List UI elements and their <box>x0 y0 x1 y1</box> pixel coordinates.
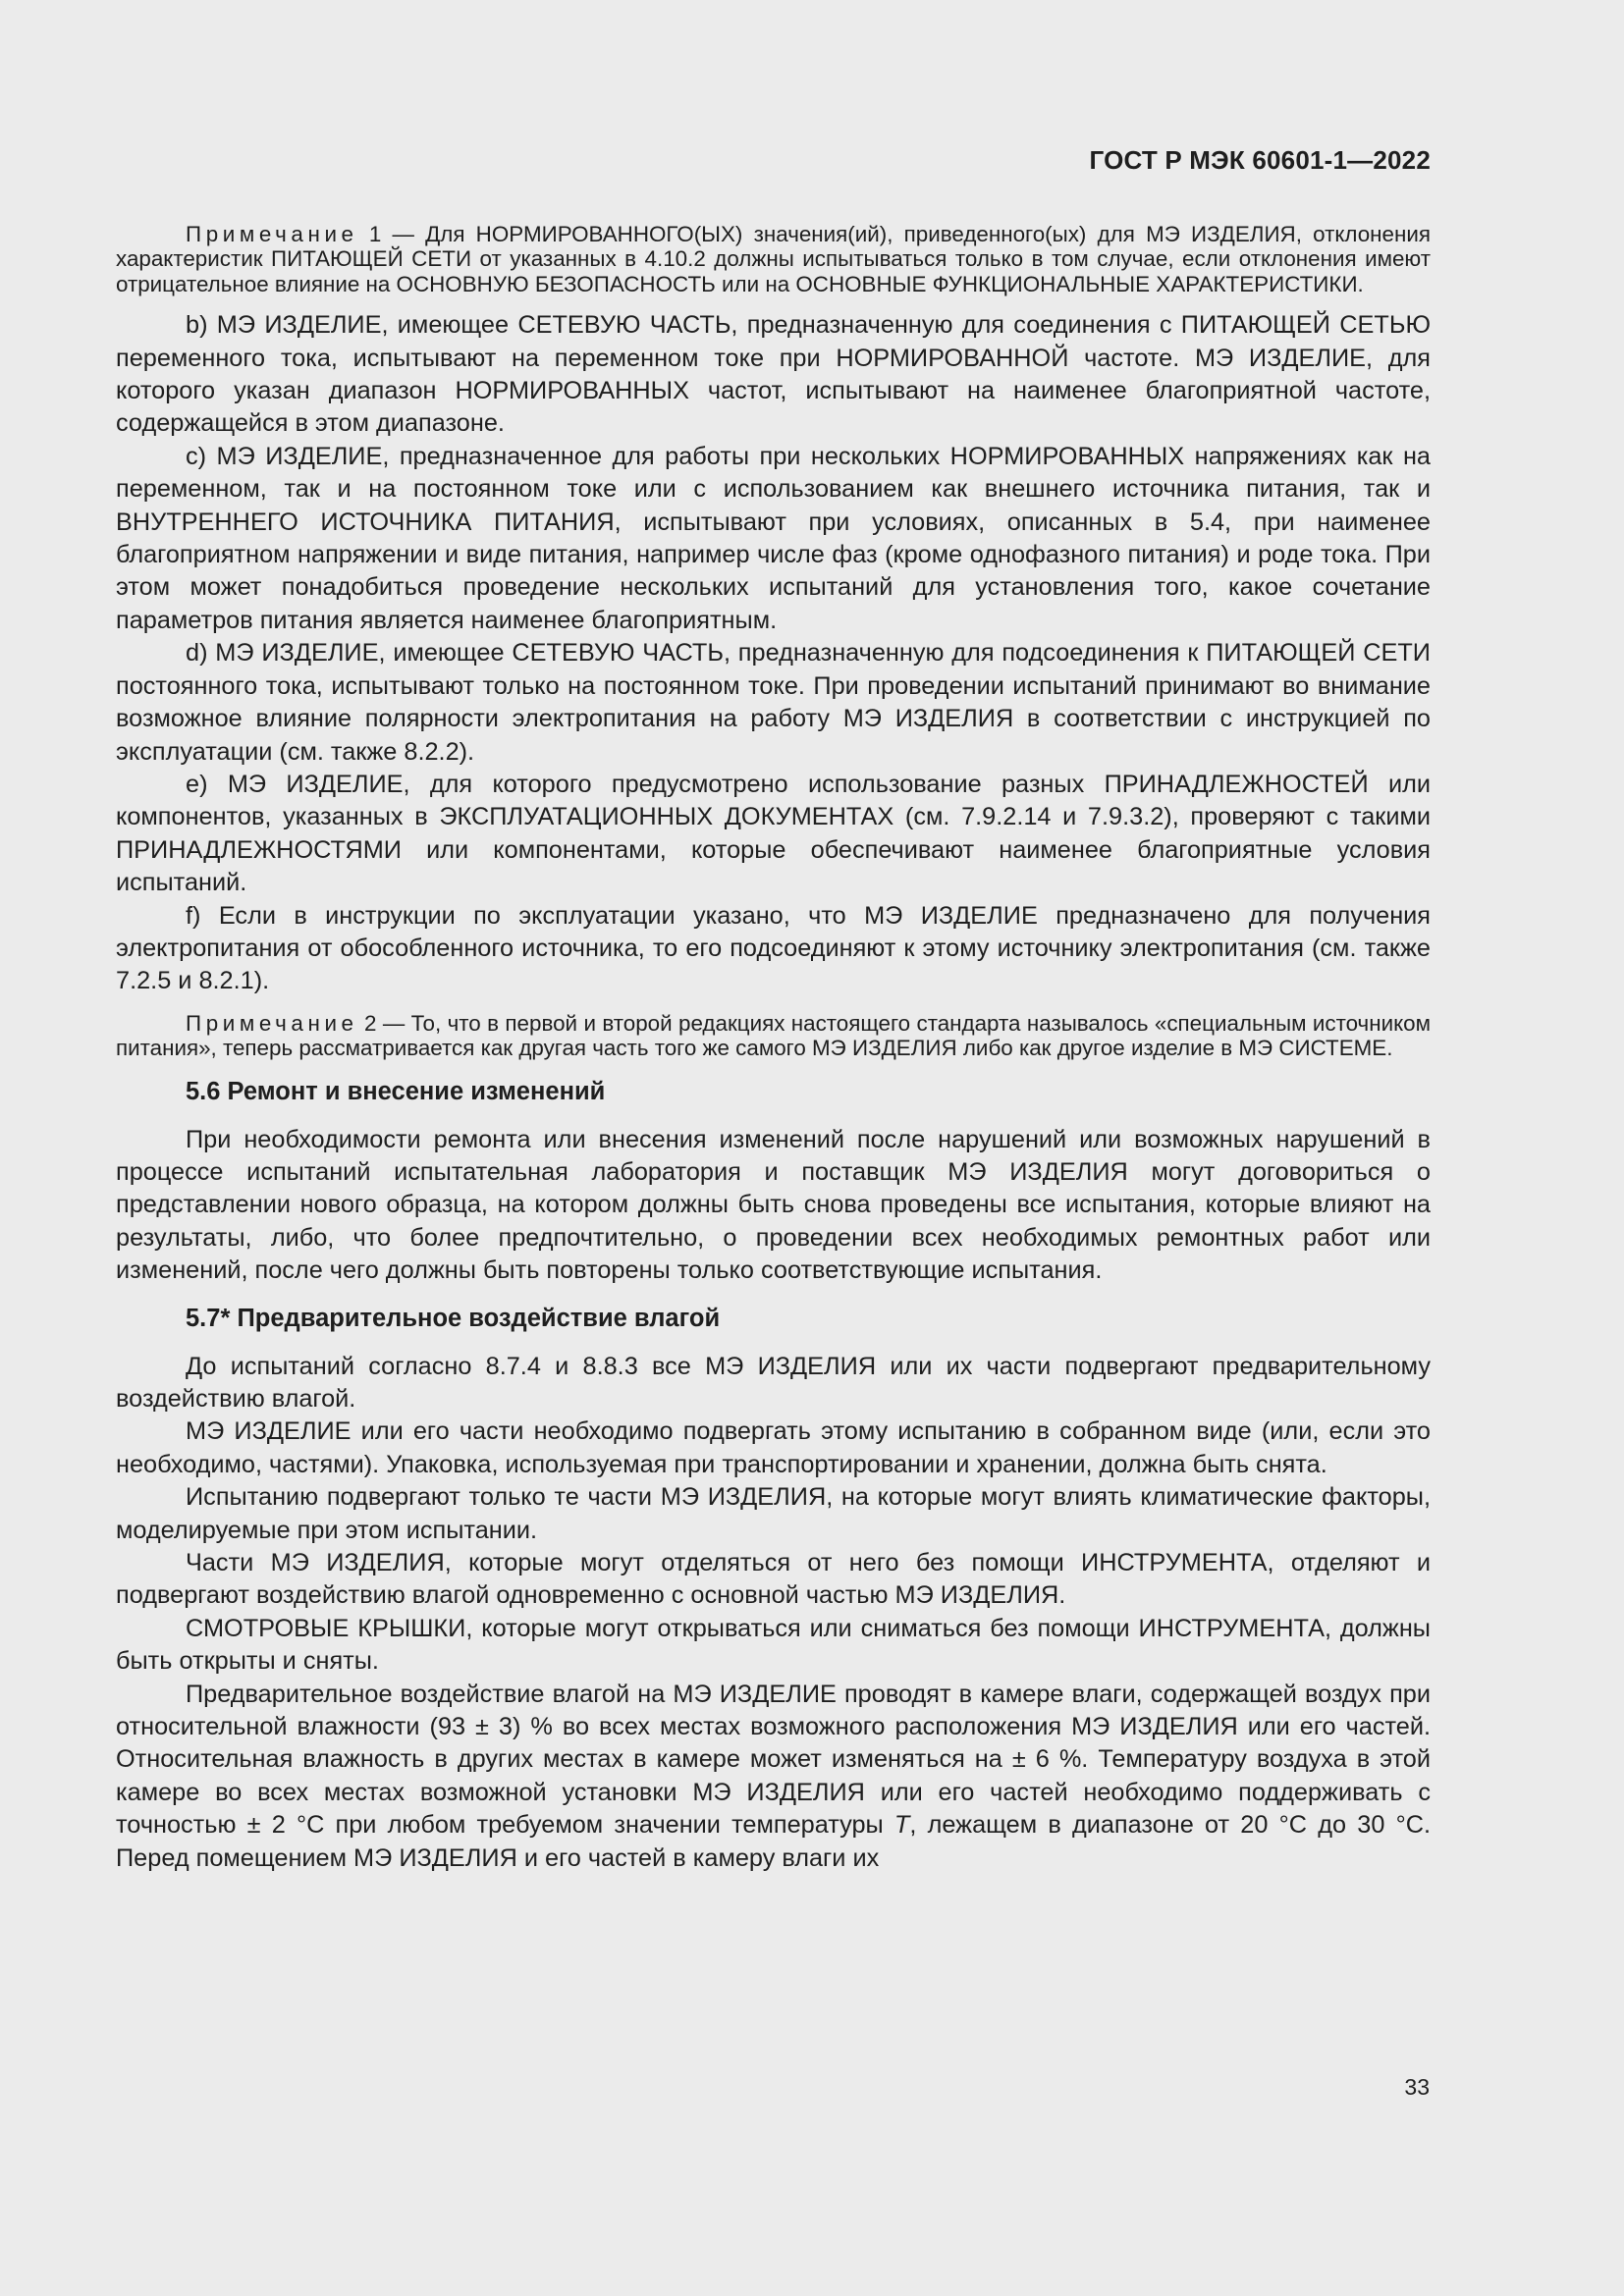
section-5-7-paragraph: МЭ ИЗДЕЛИЕ или его части необходимо подвергать этому испытанию в собранном виде (или, если это необходимо, частями). Упаковка, используемая при транспортировании и хранении, должна быть снята. <box>116 1417 1431 1478</box>
section-heading-5-7: 5.7* Предварительное воздействие влагой <box>186 1304 721 1332</box>
item-f: f) Если в инструкции по эксплуатации указано, что МЭ ИЗДЕЛИЕ предназначено для получения электропитания от обособленного источника, то его подсоединяют к этому источнику электропитания (см. также 7.2.5 и 8.2.1). <box>116 901 1431 995</box>
section-5-7-paragraph: Части МЭ ИЗДЕЛИЯ, которые могут отделяться от него без помощи ИНСТРУМЕНТА, отделяют и подвергают воздействию влагой одновременно с основной частью МЭ ИЗДЕЛИЯ. <box>116 1549 1431 1610</box>
page-number: 33 <box>1404 2074 1430 2100</box>
note-1 <box>116 222 1431 296</box>
item-e: e) МЭ ИЗДЕЛИЕ, для которого предусмотрено использование разных ПРИНАДЛЕЖНОСТЕЙ или компонентов, указанных в ЭКСПЛУАТАЦИОННЫХ ДОКУМЕНТАХ (см. 7.9.2.14 и 7.9.3.2), проверяют с такими ПРИНАДЛЕЖНОСТЯМИ или компонентами, которые обеспечивают наименее благоприятные условия испытаний. <box>116 770 1431 897</box>
note-text: 1 — Для НОРМИРОВАННОГО(ЫХ) значения(ий), приведенного(ых) для МЭ ИЗДЕЛИЯ, отклонения характеристик ПИТАЮЩЕЙ СЕТИ от указанных в 4.10.2 должны испытываться только в том случае, если отклонения имеют отрицательное влияние на ОСНОВНУЮ БЕЗОПАСНОСТЬ или на ОСНОВНЫЕ ФУНКЦИОНАЛЬНЫЕ ХАРАКТЕРИСТИКИ. <box>116 222 1431 296</box>
note-text: 2 — То, что в первой и второй редакциях настоящего стандарта называлось «специальным источником питания», теперь рассматривается как другая часть того же самого МЭ ИЗДЕЛИЯ либо как другое изделие в МЭ СИСТЕМЕ. <box>116 1010 1431 1061</box>
section-5-7-paragraph <box>116 1679 1431 1875</box>
note-label: Примечание <box>186 222 358 246</box>
item-c: c) МЭ ИЗДЕЛИЕ, предназначенное для работы при нескольких НОРМИРОВАННЫХ напряжениях как на переменном, так и на постоянном токе или с использованием как внешнего источника питания, так и ВНУТРЕННЕГО ИСТОЧНИКА ПИТАНИЯ, испытывают при условиях, описанных в 5.4, при наименее благоприятном напряжении и виде питания, например числе фаз (кроме однофазного питания) и роде тока. При этом может понадобиться проведение нескольких испытаний для установления того, какое сочетание параметров питания является наименее благоприятным. <box>116 442 1431 634</box>
section-5-7-paragraph: До испытаний согласно 8.7.4 и 8.8.3 все МЭ ИЗДЕЛИЯ или их части подвергают предварительному воздействию влагой. <box>116 1352 1431 1413</box>
item-d: d) МЭ ИЗДЕЛИЕ, имеющее СЕТЕВУЮ ЧАСТЬ, предназначенную для подсоединения к ПИТАЮЩЕЙ СЕТИ постоянного тока, испытывают только на постоянном токе. При проведении испытаний принимают во внимание возможное влияние полярности электропитания на работу МЭ ИЗДЕЛИЯ в соответствии с инструкцией по эксплуатации (см. также 8.2.2). <box>116 639 1431 766</box>
page-content <box>116 222 1431 1875</box>
section-5-7-paragraph: СМОТРОВЫЕ КРЫШКИ, которые могут открываться или сниматься без помощи ИНСТРУМЕНТА, должны быть открыты и сняты. <box>116 1614 1431 1676</box>
temperature-variable: T <box>893 1811 910 1840</box>
note-2 <box>116 1011 1431 1061</box>
section-5-6-paragraph: При необходимости ремонта или внесения изменений после нарушений или возможных нарушений в процессе испытаний испытательная лаборатория и поставщик МЭ ИЗДЕЛИЯ могут договориться о представлении нового образца, на котором должны быть снова проведены все испытания, которые влияют на результаты, либо, что более предпочтительно, о проведении всех необходимых ремонтных работ или изменений, после чего должны быть повторены только соответствующие испытания. <box>116 1125 1431 1285</box>
paragraph-text: Предварительное воздействие влагой на МЭ ИЗДЕЛИЕ проводят в камере влаги, содержащей воздух при относительной влажности (93 ± 3) % во всех местах возможного расположения МЭ ИЗДЕЛИЯ или его частей. Относительная влажность в других местах в камере может изменяться на ± 6 %. Температуру воздуха в этой камере во всех местах возможной установки МЭ ИЗДЕЛИЯ или его частей необходимо поддерживать с точностью ± 2 °C при любом требуемом значении температуры <box>116 1680 1431 1840</box>
section-5-7-paragraph: Испытанию подвергают только те части МЭ ИЗДЕЛИЯ, на которые могут влиять климатические факторы, моделируемые при этом испытании. <box>116 1483 1431 1544</box>
standard-designation: ГОСТ Р МЭК 60601-1—2022 <box>1089 145 1431 175</box>
paragraph-text: , лежащем в диапазоне от 20 °C до 30 °C. Перед помещением МЭ ИЗДЕЛИЯ и его частей в камеру влаги их <box>116 1811 1431 1872</box>
item-b: b) МЭ ИЗДЕЛИЕ, имеющее СЕТЕВУЮ ЧАСТЬ, предназначенную для соединения с ПИТАЮЩЕЙ СЕТЬЮ переменного тока, испытывают на переменном токе при НОРМИРОВАННОЙ частоте. МЭ ИЗДЕЛИЕ, для которого указан диапазон НОРМИРОВАННЫХ частот, испытывают на наименее благоприятной частоте, содержащейся в этом диапазоне. <box>116 311 1431 438</box>
section-heading-5-6: 5.6 Ремонт и внесение изменений <box>186 1077 606 1105</box>
note-label: Примечание <box>186 1010 358 1036</box>
